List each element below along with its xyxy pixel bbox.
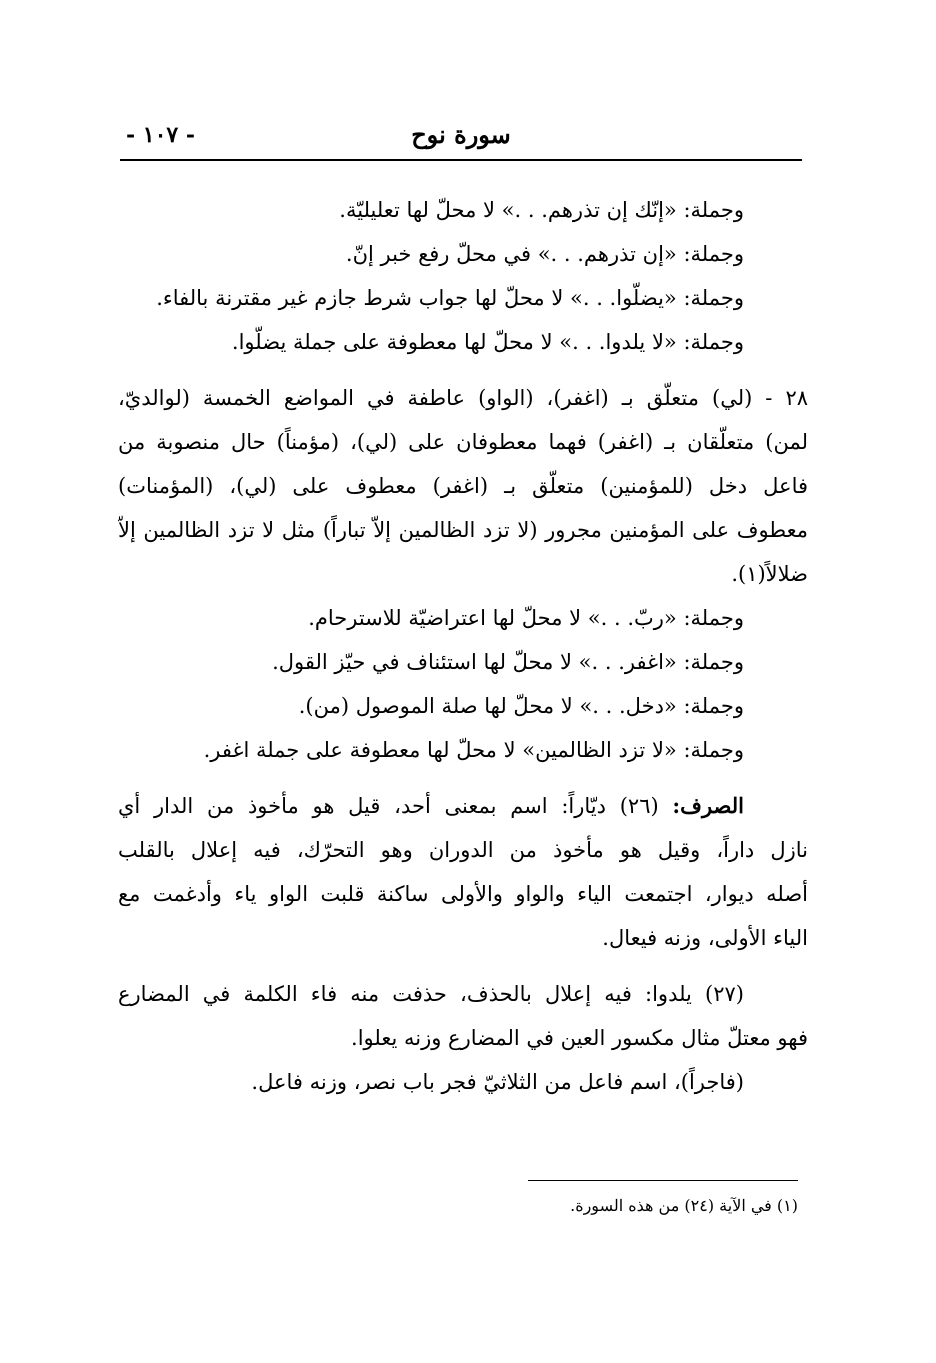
page-header	[122, 118, 800, 158]
analysis-line: وجملة: «دخل. . .» لا محلّ لها صلة الموصول (من).	[298, 694, 744, 718]
page-body	[118, 188, 808, 1104]
analysis-line: وجملة: «إن تذرهم. . .» في محلّ رفع خبر إنّ.	[345, 242, 744, 266]
verse-27-paragraph	[118, 972, 808, 1104]
sarf-section	[118, 784, 808, 960]
sarf-label: الصرف:	[672, 793, 744, 818]
header-divider	[120, 159, 802, 161]
page-number: - ١٠٧ -	[126, 122, 196, 148]
paragraph-line: (٢٧) يلدوا: فيه إعلال بالحذف، حذفت منه فاء الكلمة في المضارع	[118, 982, 744, 1006]
paragraph-line: لمن) متعلّقان بـ (اغفر) فهما معطوفان على (لي)، (مؤمناً) حال منصوبة من	[118, 430, 808, 454]
surah-title: سورة نوح	[411, 120, 511, 149]
paragraph-line: فهو معتلّ مثال مكسور العين في المضارع وزنه يعلوا.	[351, 1026, 808, 1050]
paragraph-line: فاعل دخل (للمؤمنين) متعلّق بـ (اغفر) معطوف على (لي)، (المؤمنات)	[118, 474, 808, 498]
footnote-divider	[528, 1180, 798, 1181]
analysis-line: وجملة: «لا يلدوا. . .» لا محلّ لها معطوفة على جملة يضلّوا.	[231, 330, 744, 354]
sarf-text: (٢٦) ديّاراً: اسم بمعنى أحد، قيل هو مأخوذ من الدار أي	[118, 794, 659, 818]
paragraph-line: نازل داراً، وقيل هو مأخوذ من الدوران وهو التحرّك، فيه إعلال بالقلب	[118, 838, 808, 862]
analysis-line: وجملة: «إنّك إن تذرهم. . .» لا محلّ لها تعليليّة.	[339, 198, 744, 222]
paragraph-gap	[118, 960, 808, 972]
paragraph-line: ضلالاً(١).	[731, 562, 808, 586]
paragraph-line: الياء الأولى، وزنه فيعال.	[602, 926, 808, 950]
paragraph-line: أصله ديوار، اجتمعت الياء والواو والأولى ساكنة قلبت الواو ياء وأدغمت مع	[118, 882, 808, 906]
paragraph-gap	[118, 364, 808, 376]
paragraph-line	[118, 784, 808, 828]
paragraph-gap	[118, 772, 808, 784]
footnote: (١) في الآية (٢٤) من هذه السورة.	[570, 1196, 798, 1215]
analysis-line: وجملة: «يضلّوا. . .» لا محلّ لها جواب شرط جازم غير مقترنة بالفاء.	[156, 286, 744, 310]
analysis-line: وجملة: «لا تزد الظالمين» لا محلّ لها معطوفة على جملة اغفر.	[203, 738, 744, 762]
paragraph-line: (فاجراً)، اسم فاعل من الثلاثيّ فجر باب نصر، وزنه فاعل.	[251, 1070, 744, 1094]
sentence-analysis-block-2	[118, 596, 808, 772]
analysis-line: وجملة: «اغفر. . .» لا محلّ لها استئناف في حيّز القول.	[272, 650, 744, 674]
paragraph-line: معطوف على المؤمنين مجرور (لا تزد الظالمين إلاّ تباراً) مثل لا تزد الظالمين إلاّ	[118, 518, 808, 542]
verse-28-paragraph	[118, 376, 808, 596]
analysis-line: وجملة: «ربّ. . .» لا محلّ لها اعتراضيّة للاسترحام.	[308, 606, 744, 630]
sentence-analysis-block-1	[118, 188, 808, 364]
paragraph-line: ٢٨ - (لي) متعلّق بـ (اغفر)، (الواو) عاطفة في المواضع الخمسة (لوالديّ،	[118, 386, 808, 410]
